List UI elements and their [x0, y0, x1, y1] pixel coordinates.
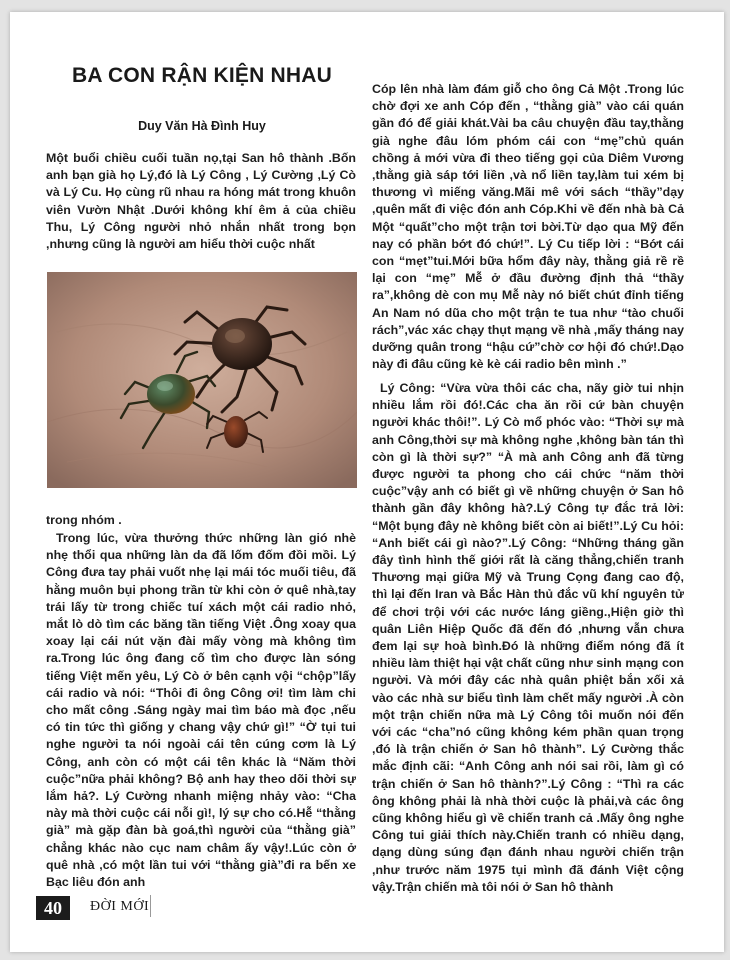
tick-large-body: [212, 318, 272, 370]
article-title: BA CON RẬN KIỆN NHAU: [72, 64, 332, 87]
page-number: 40: [36, 896, 70, 920]
col1-paragraph-2: Trong lúc, vừa thưởng thức những làn gió nhè nhẹ thổi qua những làn da đã lốm đốm đồi mồi. Lý Công đưa tay phải vuốt nhẹ lại mái tóc muối tiêu, đã hằng muôn bụi phong trần từ khi còn ở quê nhà,tay trái lấy từ trong chiếc tuí xách một cái radio nhỏ, mắt lò dò tìm các băng tần tiếng Việt .Ông xoay qua xoay lại cái nút vặn đài mấy vòng mà không tìm ra.Trong lúc ông đang cố tìm cho được làn sóng tiếng Việt mến yêu, Lý Cò ở bên cạnh vội “chộp”lấy cái radio và nói: “Thôi đi ông Công ơi! tìm làm chi cho mất công .Sáng ngày mai tìm báo mà đọc ,nếu có tin tức thì giống y chang vậy chứ gì!” “Ờ tụi tui nghe người ta nói ngoài cái tên cúng cơm là Lý Công, anh còn có một cái tên khác là “Năm thời cuộc”nữa phải không? Bộ anh hay theo dõi thời sự lắm hả?. Lý Cường nhanh miệng nhảy vào: “Cha này mà thời cuộc cái nỗi gì!, lý sự cho có.Hễ “thằng già” mà gặp đàn bà goá,thì người của “thằng già” chẳng khác nào cục nam châm ấy vậy!.Lúc còn ở quê nhà ,có một lần tui với “thằng già”đi ra bến xe Bạc liêu đón anh: [46, 531, 356, 890]
ticks-photo: [47, 272, 357, 488]
footer-divider: [150, 895, 151, 917]
col1-intro-paragraph: Một buổi chiều cuối tuần nọ,tại San hô thành .Bốn anh bạn già họ Lý,đó là Lý Công , Lý Cường ,Lý Cò và Lý Cu. Họ cùng rũ nhau ra hóng mát trong khuôn viên Vườn Nhật .Dưới không khí êm ả của chiều Thu, Lý Công người nhỏ nhắn nhất trong bọn ,nhưng cũng là người am hiểu thời cuộc nhất: [46, 151, 356, 252]
tick-small-body: [224, 416, 248, 448]
tick-green-body: [147, 374, 195, 414]
col2-paragraph-1: Cóp lên nhà làm đám giỗ cho ông Cả Một .Trong lúc chờ đợi xe anh Cóp đến , “thằng già” vào cái quán gần đó để giải khát.Vài ba câu chuyện đầu tay,thằng già nghe đâu lóm phóm cái con “mẹ”chủ quán chồng ả mới vừa đi theo tiếng gọi của Diêm Vương ,thằng già sáp tới liền ,và nổ liền tay,làm tui xém bị thương vì miếng văng.Mãi mê với sách “thầy”dạy ,quên mất đi việc đón anh Cóp.Khi về đến nhà bà Cả Một “quất”cho một trận tơi bời.Từ dạo qua Mỹ đến nay có phần bớt đó chứ!”. Lý Cu tiếp lời : “Bớt cái con “mẹt”tui.Mới bữa hổm đây này, thằng giả rề rề lại con “mẹ” Mễ ở đầu đường định thả “thầy ra”,không dè con mụ Mễ này nó biết chút đỉnh tiếng An Nam nó dũa cho một trận te tua như “tào chuối rách”,vác xác chạy thụt mạng về nhà ,mấy tháng nay dưỡng quân trong “hậu cứ”chờ cơ hội đó chứ!.Dạo này đi đâu cũng kè kè cái radio bên mình .”: [372, 82, 684, 372]
col1-continuation: trong nhóm .: [46, 513, 122, 527]
article-author: Duy Văn Hà Đình Huy: [138, 119, 266, 133]
magazine-name: ĐỜI MỚI: [90, 899, 150, 914]
col2-paragraph-2: Lý Công: “Vừa vừa thôi các cha, nãy giờ tui nhịn nhiều lắm rồi đó!.Các cha ăn rồi cứ bàn chuyện người khác thôi!”. Lý Cò mổ phóc vào: “Thời sự mà anh Công,thời sự mà không nghe ,không bàn tán thì còn gì là thời sự?” “À mà anh Công anh đã từng được người ta phong cho cái chức “năm thời cuộc”vậy anh có biết gì về những chuyện ở San hô thành gần đây không hà?.Lý Công tự đắc trả lời: “Một bụng đây nè không biết còn ai biết!”.Lý Cu hỏi: “Anh biết cái gì nào?”.Lý Công: “Những tháng gần đây tình hình thế giới rất là căng thẳng,chiến tranh Thương mại giữa Mỹ và Trung Cọng đang cao độ, thì lại đến Iran và Bắc Hàn thủ đắc vũ khí nguyên tử để chơi trội với các nước láng giềng.,Hiện giờ thì quân Liên Hiệp Quốc đã đến đó ,nhưng vẫn chưa đem lại sự hoà bình.Đó là những điểm nóng đã ít nhiều làm thiệt hại vật chất cũng như sinh mạng con người. Và mới đây các nhà quân phiệt bắn xối xả vào các nhà sư biểu tình làm chết mấy người .À còn một trận chiến nữa mà Lý Công tôi muốn nói đến với các “cha”nó cũng không kém phần quan trọng ,đó là trận chiến ở San hô thành”. Lý Cường thắc mắc định cãi: “Anh Công anh nói sai rồi, làm gì có trận chiến ở San hô thành?”.Lý Công : “Thì ra các ông không phải là nhà thời cuộc là phải,và các ông cũng không hiểu gì về chiến tranh cả .Mấy ông nghe Công tui giải thích này.Chiến tranh có nhiều dạng, dạng dùng súng đạn đánh nhau người chiến trận ,như trước năm 1975 tụi mình đã đánh Việt cộng vậy.Trận chiến mà tôi nói ở San hô thành: [372, 381, 684, 894]
ticks-illustration: [47, 272, 357, 488]
